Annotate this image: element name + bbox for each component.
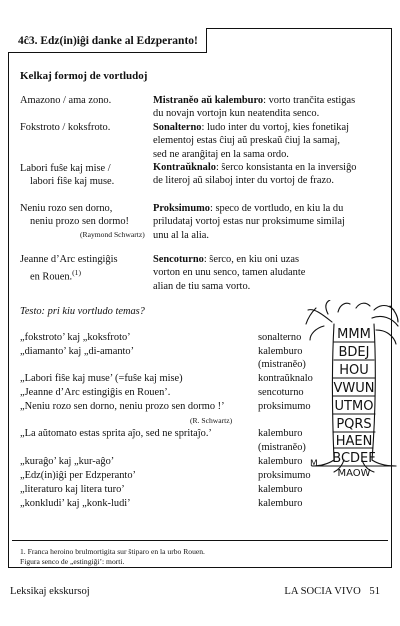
footnote-1: 1. Franca heroino brulmortigita sur ŝtiparo en la urbo Rouen. (20, 547, 205, 556)
definition-line: : ludo inter du vortoj, kies fonetikaj (201, 122, 349, 133)
tree-row: UTMO (334, 399, 374, 414)
footer-left: Leksikaj ekskursoj (10, 586, 90, 597)
definition-kontraknalo (153, 161, 385, 188)
test-item-text: „La aŭtomato estas sprita aĵo, sed ne spritaĵo.’ (20, 428, 212, 439)
definition-sonalterno (153, 121, 385, 161)
definition-line: priludataj vortoj estas nur proksimume similaj (153, 216, 345, 228)
definition-line: : ŝerco, en kiu oni uzas (203, 254, 300, 265)
definition-line: unu al la alia. (153, 229, 209, 241)
term: Proksimumo (153, 203, 210, 214)
test-question: Testo: pri kiu vortludo temas? (20, 306, 145, 317)
footer-right (284, 586, 380, 597)
test-item-text: „Neniu rozo sen dorno, neniu prozo sen dormo !’ (20, 401, 225, 412)
tree-row: BDEJ (338, 345, 370, 360)
example-text: Jeanne d’Arc estingiĝis (20, 254, 118, 265)
footnote-2: Figura senco de „estingiĝi’: morti. (20, 557, 125, 566)
test-item-attribution: (R. Schwartz) (190, 416, 233, 425)
test-item-answer: (mistraněo) (258, 442, 306, 453)
tree-row: PQRS (336, 417, 372, 432)
example-text: en Rouen. (30, 271, 73, 283)
definition-proksimumo (153, 202, 385, 242)
example-text: neniu prozo sen dormo! (30, 216, 129, 228)
page-number: 51 (369, 586, 380, 597)
footnote-divider (12, 540, 388, 541)
term: Mistraněo aŭ kalemburo (153, 95, 264, 106)
test-item-answer: kalemburo (258, 428, 303, 439)
example-attribution: (Raymond Schwartz) (80, 229, 145, 239)
test-item-answer: kontraŭknalo (258, 373, 313, 384)
test-item-text: „fokstroto’ kaj „koksfroto’ (20, 332, 131, 343)
definition-line: du novajn vortojn kun neatendita senco. (153, 108, 320, 120)
tree-row: HAEN (335, 434, 373, 449)
test-item-text: „konkludi’ kaj „konk-ludi’ (20, 498, 131, 509)
definition-sencoturno (153, 253, 385, 293)
definition-line: : vorto trančita estigas (263, 95, 356, 106)
test-item-answer: proksimumo (258, 401, 311, 412)
definition-line: alian de tiu sama vorto. (153, 280, 251, 292)
tree-signature: M. (310, 459, 321, 469)
term: Kontraŭknalo (153, 162, 216, 173)
test-item-answer: (mistraněo) (258, 359, 306, 370)
example-text: Neniu rozo sen dorno, (20, 203, 113, 214)
tree-row: MAOW (337, 468, 371, 478)
example-jeanne (20, 253, 150, 284)
test-item-answer: kalemburo (258, 346, 303, 357)
test-item-text: „kuraĝo’ kaj „kur-aĝo’ (20, 456, 115, 467)
tree-row: MMM (337, 327, 371, 342)
footnote-marker: (1) (72, 268, 81, 278)
test-item-answer: sencoturno (258, 387, 304, 398)
test-item-text: „literaturo kaj litera turo’ (20, 484, 125, 495)
definition-line: : ŝerco konsistanta en la inversiĝo (215, 162, 357, 173)
definition-line: de literoj aŭ silaboj inter du vortoj de frazo. (153, 175, 334, 187)
test-item-text: „diamanto’ kaj „di-amanto’ (20, 346, 135, 357)
tree-row: BCDEF (332, 451, 376, 466)
test-item-answer: sonalterno (258, 332, 302, 343)
example-text: labori fiŝe kaj muse. (30, 176, 115, 188)
test-item-answer: kalemburo (258, 456, 303, 467)
term: Sencoturno (153, 254, 204, 265)
term: Sonalterno (153, 122, 202, 133)
definition-line: : speco de vortludo, en kiu la du (209, 203, 344, 214)
letter-tree-illustration (304, 300, 400, 478)
test-item-answer: proksimumo (258, 470, 311, 481)
test-item-text: „Labori fiŝe kaj muse’ (=fuŝe kaj mise) (20, 373, 183, 384)
footer-title: LA SOCIA VIVO (284, 586, 361, 597)
definition-mistraneo (153, 94, 385, 121)
test-item-text: „Edz(in)iĝi per Edzperanto’ (20, 470, 136, 481)
example-fokstroto (20, 121, 110, 134)
example-neniu (20, 202, 150, 240)
tree-row: HOU (339, 363, 369, 378)
example-labori (20, 162, 150, 189)
test-item-answer: kalemburo (258, 484, 303, 495)
example-amazono (20, 94, 111, 107)
tree-row: VWUN (333, 381, 375, 396)
definition-line: vorton en unu senco, tamen aludante (153, 267, 306, 279)
example-text: Amazono / ama zono. (20, 95, 112, 106)
test-item-text: „Jeanne d’Arc estingiĝis en Rouen’. (20, 387, 171, 398)
example-text: Labori fuŝe kaj mise / (20, 163, 111, 174)
section-heading: Kelkaj formoj de vortludoj (20, 70, 148, 82)
box-title: 4ĉ3. Edz(in)iĝi danke al Edzperanto! (8, 28, 207, 53)
definition-line: elementoj estas ĉiuj aŭ preskaŭ ĉiuj la samaj, (153, 135, 340, 147)
definition-line: sed ne aranĝitaj en la sama ordo. (153, 148, 289, 160)
test-item-answer: kalemburo (258, 498, 303, 509)
example-text: Fokstroto / koksfroto. (20, 122, 111, 133)
